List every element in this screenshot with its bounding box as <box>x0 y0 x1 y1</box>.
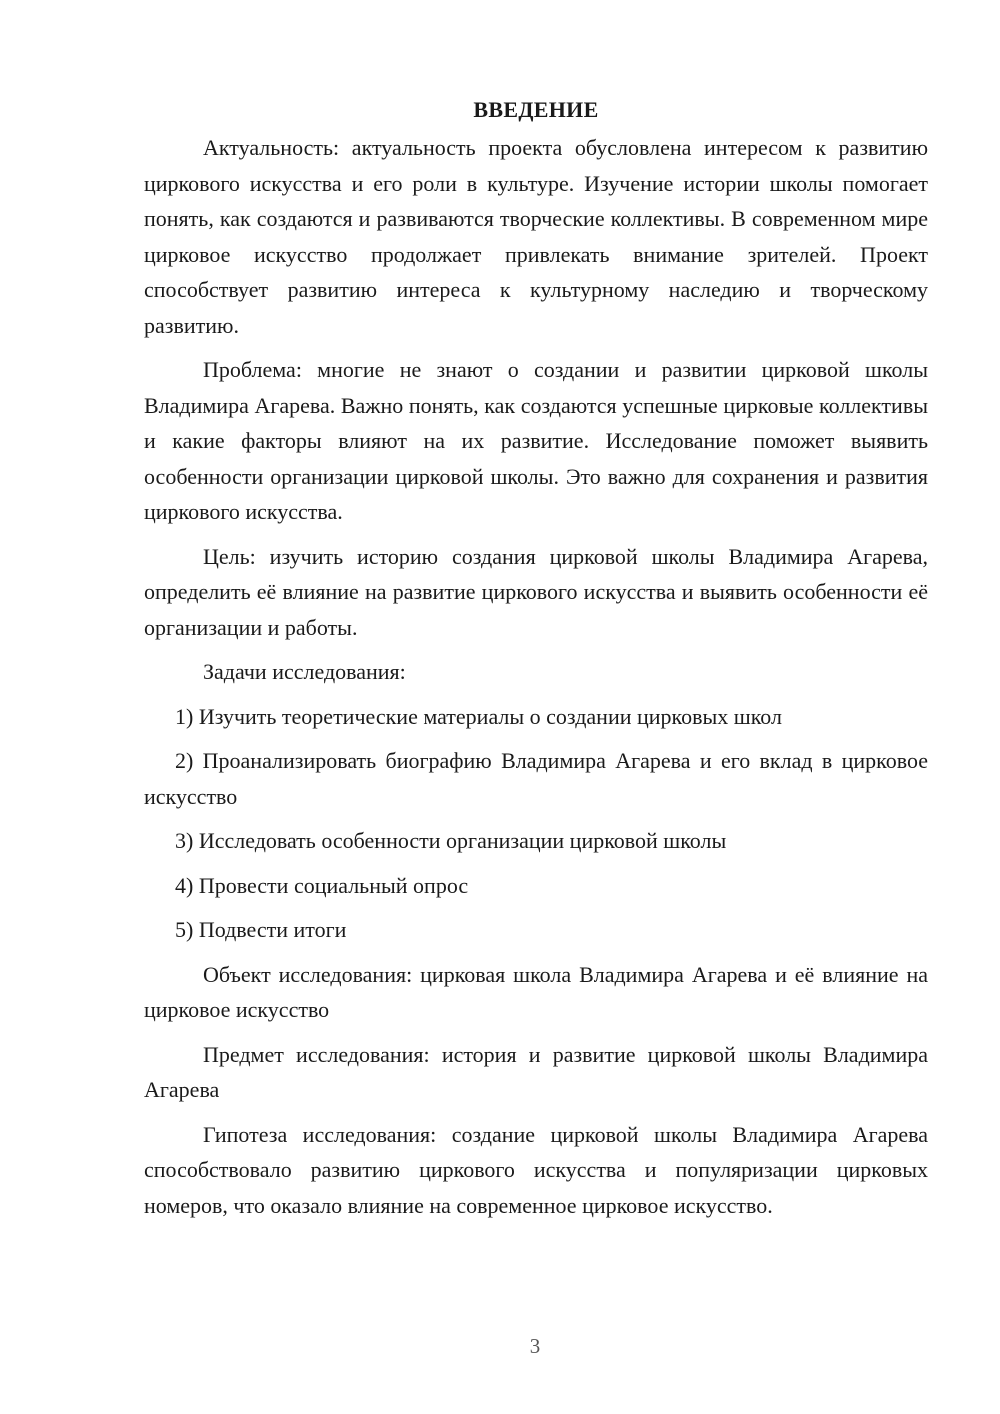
list-item-task-1: 1) Изучить теоретические материалы о создании цирковых школ <box>175 703 782 729</box>
paragraph-hypothesis: Гипотеза исследования: создание цирковой школы Владимира Агарева способствовало развитию циркового искусства и популяризации цирковых номеров, что оказало влияние на современное цирковое искусство. <box>144 1121 928 1218</box>
list-item-task-5: 5) Подвести итоги <box>175 917 347 942</box>
page-number: 3 <box>529 1334 541 1358</box>
paragraph-relevance: Актуальность: актуальность проекта обусловлена интересом к развитию циркового искусства и его роли в культуре. Изучение истории школы помогает понять, как создаются и развиваются творческие коллективы. В современном мире цирковое искусство продолжает привлекать внимание зрителей. Проект способствует развитию интереса к культурному наследию и творческому развитию. <box>144 135 928 338</box>
paragraph-object: Объект исследования: цирковая школа Владимира Агарева и её влияние на цирковое искусство <box>144 961 928 1022</box>
paragraph-subject: Предмет исследования: история и развитие цирковой школы Владимира Агарева <box>144 1041 928 1102</box>
section-heading: ВВЕДЕНИЕ <box>473 97 599 122</box>
paragraph-goal: Цель: изучить историю создания цирковой школы Владимира Агарева, определить её влияние на развитие циркового искусства и выявить особенности её организации и работы. <box>144 543 928 640</box>
paragraph-problem: Проблема: многие не знают о создании и развитии цирковой школы Владимира Агарева. Важно понять, как создаются успешные цирковые коллективы и какие факторы влияют на их развитие. Исследование поможет выявить особенности организации цирковой школы. Это важно для сохранения и развития циркового искусства. <box>144 357 928 524</box>
list-item-task-2: 2) Проанализировать биографию Владимира Агарева и его вклад в цирковое искусство <box>144 748 928 809</box>
paragraph-tasks-title: Задачи исследования: <box>203 659 406 684</box>
page-content <box>144 94 928 1223</box>
list-item-task-3: 3) Исследовать особенности организации цирковой школы <box>175 828 727 853</box>
list-item-task-4: 4) Провести социальный опрос <box>175 872 469 898</box>
